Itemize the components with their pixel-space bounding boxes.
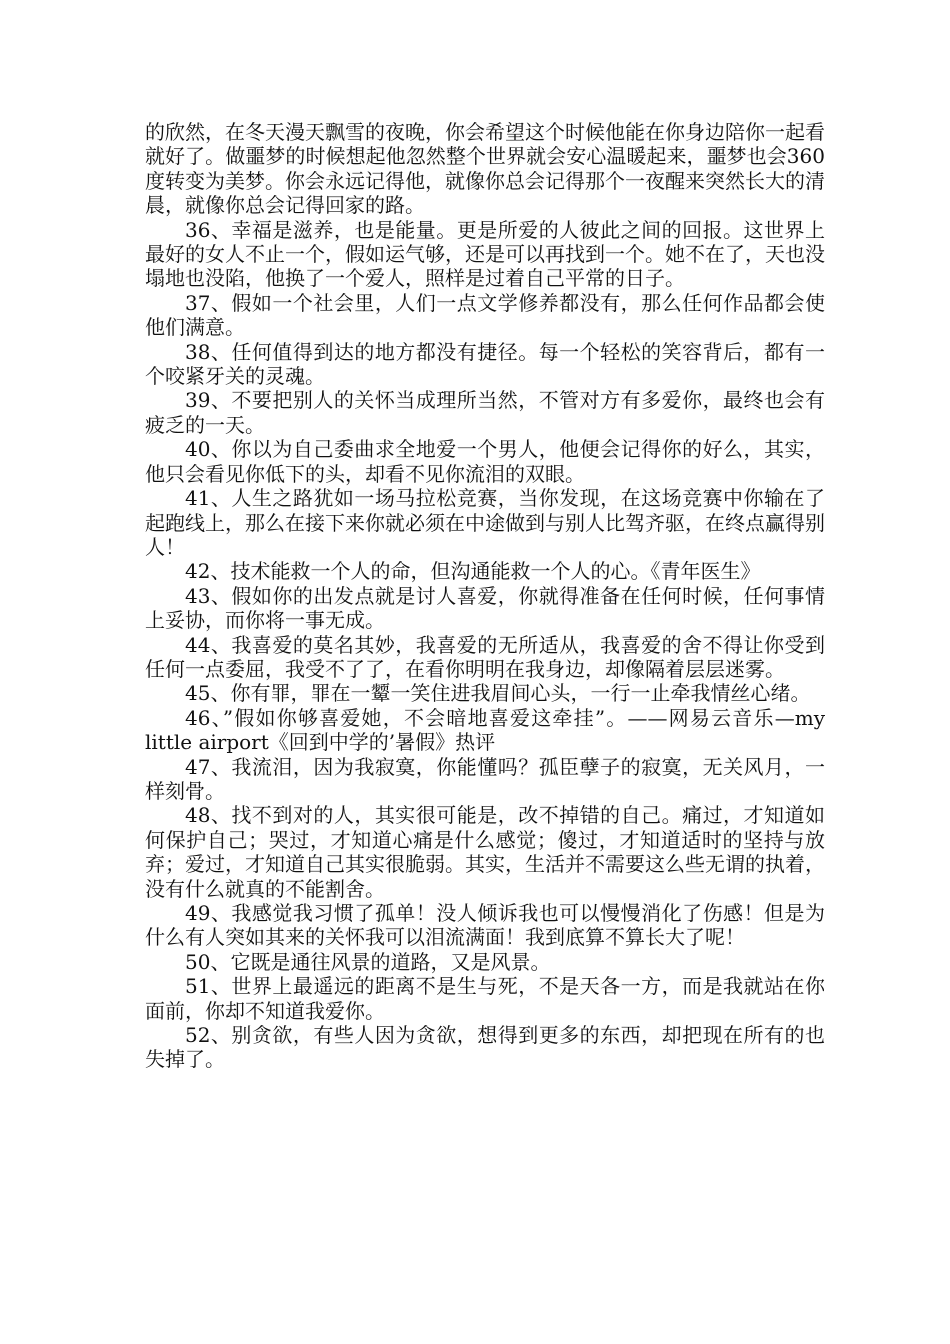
paragraph-continuation: 的欣然，在冬天漫天飘雪的夜晚，你会希望这个时候他能在你身边陪你一起看就好了。做噩梦的时候想起他忽然整个世界就会安心温暖起来，噩梦也会360度转变为美梦。你会永远记得他，就像你总会记得那个一夜醒来突然长大的清晨，就像你总会记得回家的路。 (145, 120, 825, 218)
paragraph-37: 37、假如一个社会里，人们一点文学修养都没有，那么任何作品都会使他们满意。 (145, 290, 825, 340)
paragraph-43: 43、假如你的出发点就是讨人喜爱，你就得准备在任何时候，任何事情上妥协，而你将一事无成。 (145, 583, 825, 633)
paragraph-49: 49、我感觉我习惯了孤单！没人倾诉我也可以慢慢消化了伤感！但是为什么有人突如其来的关怀我可以泪流满面！我到底算不算长大了呢！ (145, 901, 825, 950)
paragraph-47: 47、我流泪，因为我寂寞，你能懂吗？孤臣孽子的寂寞，无关风月，一样刻骨。 (145, 754, 825, 803)
paragraph-46: 46、”假如你够喜爱她，不会暗地喜爱这牵挂”。——网易云音乐—my little airport《回到中学的’暑假》热评 (145, 705, 825, 755)
paragraph-51: 51、世界上最遥远的距离不是生与死，不是天各一方，而是我就站在你面前，你却不知道我爱你。 (145, 974, 825, 1023)
paragraph-39: 39、不要把别人的关怀当成理所当然，不管对方有多爱你，最终也会有疲乏的一天。 (145, 388, 825, 437)
paragraph-41: 41、人生之路犹如一场马拉松竞赛，当你发现，在这场竞赛中你输在了起跑线上，那么在接下来你就必须在中途做到与别人比驾齐驱，在终点赢得别人！ (145, 486, 825, 559)
paragraph-48: 48、找不到对的人，其实很可能是，改不掉错的自己。痛过，才知道如何保护自己；哭过，才知道心痛是什么感觉；傻过，才知道适时的坚持与放弃；爱过，才知道自己其实很脆弱。其实，生活并不需要这么些无谓的执着，没有什么就真的不能割舍。 (145, 803, 825, 901)
paragraph-45: 45、你有罪，罪在一颦一笑住进我眉间心头，一行一止牵我情丝心绪。 (185, 681, 811, 706)
document-page (145, 120, 825, 1072)
paragraph-52: 52、别贪欲，有些人因为贪欲，想得到更多的东西，却把现在所有的也失掉了。 (145, 1023, 825, 1072)
paragraph-36: 36、幸福是滋养，也是能量。更是所爱的人彼此之间的回报。这世界上最好的女人不止一个，假如运气够，还是可以再找到一个。她不在了，天也没塌地也没陷，他换了一个爱人，照样是过着自己平常的日子。 (145, 217, 825, 291)
paragraph-40: 40、你以为自己委曲求全地爱一个男人，他便会记得你的好么，其实，他只会看见你低下的头，却看不见你流泪的双眼。 (145, 437, 825, 486)
paragraph-42: 42、技术能救一个人的命，但沟通能救一个人的心。《青年医生》 (185, 559, 761, 584)
paragraph-44: 44、我喜爱的莫名其妙，我喜爱的无所适从，我喜爱的舍不得让你受到任何一点委屈，我受不了了，在看你明明在我身边，却像隔着层层迷雾。 (145, 632, 825, 681)
paragraph-50: 50、它既是通往风景的道路，又是风景。 (185, 949, 551, 974)
paragraph-38: 38、任何值得到达的地方都没有捷径。每一个轻松的笑容背后，都有一个咬紧牙关的灵魂。 (145, 339, 825, 389)
